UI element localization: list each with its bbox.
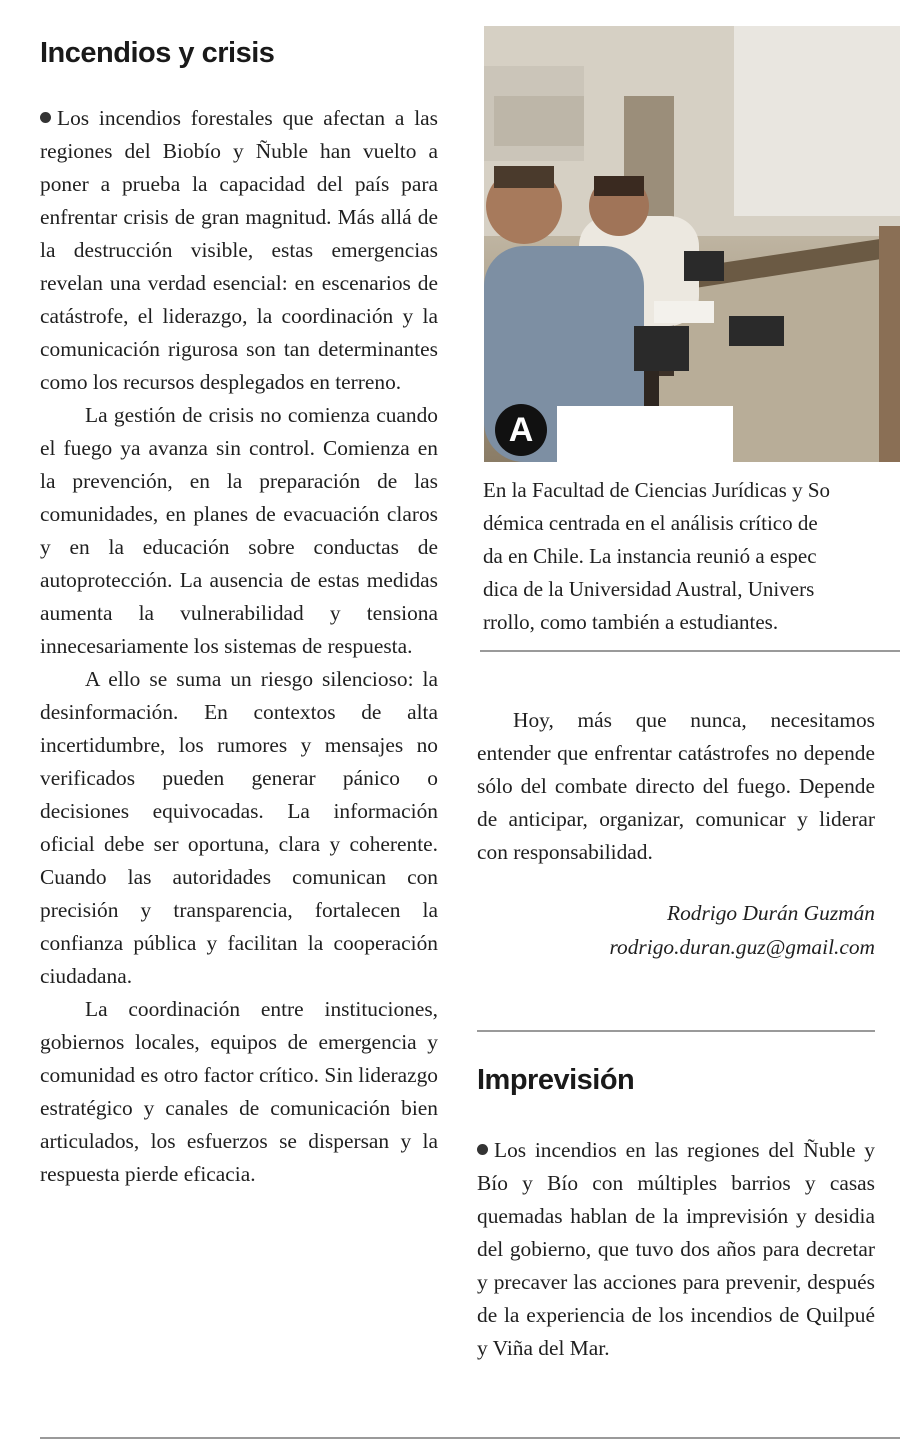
author-email: rodrigo.duran.guz@gmail.com [609,935,875,959]
article-paragraph-4: La coordinación entre instituciones, gobiernos locales, equipos de emergencia y comunidad es otro factor crítico. Sin liderazgo estratégico y canales de comunicación bien articulados, los esfuerzos se dispersan y la respuesta pierde eficacia. [40,997,438,1186]
event-photo-illustration [484,26,900,462]
photo-marker-letter: A [495,404,547,456]
bullet-icon [477,1144,488,1155]
article-paragraph: Los incendios en las regiones del Ñuble y Bío y Bío con múltiples barrios y casas quemadas hablan de la imprevisión y desidia del gobierno, que tuvo dos años para decretar y precaver las acciones para prevenir, después de la experiencia de los incendios de Quilpué y Viña del Mar. [477,1138,875,1360]
article-paragraph-3: A ello se suma un riesgo silencioso: la desinformación. En contextos de alta incertidumbre, los rumores y mensajes no verificados pueden generar pánico o decisiones equivocadas. La información oficial debe ser oportuna, clara y coherente. Cuando las autoridades comunican con precisión y transparencia, fortalecen la confianza pública y facilitan la cooperación ciudadana. [40,667,438,988]
article-incendios-column [40,30,438,1191]
caption-line: démica centrada en el análisis crítico de [483,511,818,535]
author-name: Rodrigo Durán Guzmán [667,901,875,925]
event-photo [484,26,900,462]
author-signature [477,896,875,964]
caption-line: En la Facultad de Ciencias Jurídicas y So [483,478,831,502]
article-imprevision-column [477,1064,875,1365]
article-title: Incendios y crisis [40,37,275,69]
article-incendios-continuation [477,704,875,964]
page-bottom-divider [40,1437,900,1439]
caption-line: dica de la Universidad Austral, Univers [483,577,815,601]
photo-redaction-box [557,406,733,462]
bullet-icon [40,112,51,123]
caption-line: rrollo, como también a estudiantes. [483,610,779,634]
caption-line: da en Chile. La instancia reunió a espec [483,544,817,568]
article-body [40,102,438,1191]
article-body [477,1134,875,1365]
photo-caption [483,474,900,639]
article-paragraph-5: Hoy, más que nunca, necesitamos entender que enfrentar catástrofes no depende sólo del combate directo del fuego. Depende de anticipar, organizar, comunicar y liderar con responsabilidad. [477,708,875,864]
article-paragraph-2: La gestión de crisis no comienza cuando el fuego ya avanza sin control. Comienza en la prevención, en la preparación de las comunidades, en planes de evacuación claros y en la educación sobre conductas de autoprotección. La ausencia de estas medidas aumenta la vulnerabilidad y tensiona innecesariamente los sistemas de respuesta. [40,403,438,658]
article-paragraph-1: Los incendios forestales que afectan a las regiones del Biobío y Ñuble han vuelto a poner a prueba la capacidad del país para enfrentar crisis de gran magnitud. Más allá de la destrucción visible, estas emergencias revelan una verdad esencial: en escenarios de catástrofe, el liderazgo, la coordinación y la comunicación rigurosa son tan determinantes como los recursos desplegados en terreno. [40,106,438,394]
article-divider [477,1030,875,1032]
article-title: Imprevisión [477,1064,635,1096]
caption-divider [480,650,900,652]
